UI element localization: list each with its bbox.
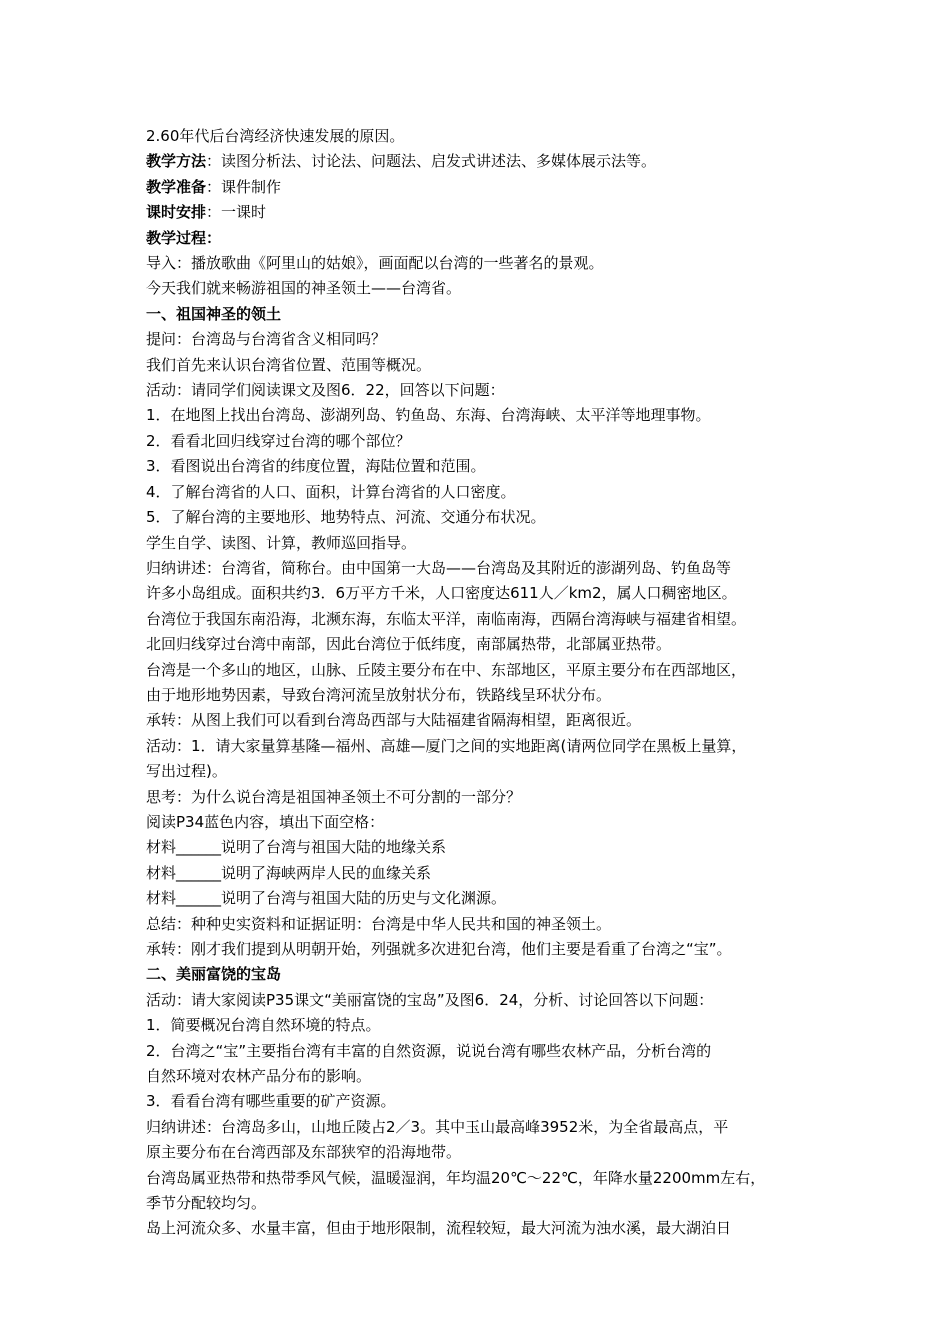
- line-label: 课时安排: [146, 203, 207, 222]
- text-line: 3．看图说出台湾省的纬度位置，海陆位置和范围。: [146, 457, 486, 476]
- text-line: 4．了解台湾省的人口、面积，计算台湾省的人口密度。: [146, 482, 516, 501]
- text-line: 5．了解台湾的主要地形、地势特点、河流、交通分布状况。: [146, 508, 546, 527]
- line-text: 读图分析法、讨论法、问题法、启发式讲述法、多媒体展示法等。: [221, 152, 657, 171]
- text-line: 自然环境对农林产品分布的影响。: [146, 1067, 372, 1086]
- section-heading: 二、美丽富饶的宝岛: [146, 965, 282, 984]
- line-text: 一课时: [221, 203, 267, 222]
- text-line: 学生自学、读图、计算，教师巡回指导。: [146, 533, 417, 552]
- text-line: 原主要分布在台湾西部及东部狭窄的沿海地带。: [146, 1143, 462, 1162]
- text-line: 1．简要概况台湾自然环境的特点。: [146, 1016, 381, 1035]
- line-label: 教学准备: [146, 177, 207, 196]
- text-line: 承转：从图上我们可以看到台湾岛西部与大陆福建省隔海相望，距离很近。: [146, 711, 642, 730]
- text-line: 今天我们就来畅游祖国的神圣领土——台湾省。: [146, 279, 462, 298]
- text-line: 台湾岛属亚热带和热带季风气候，温暖湿润，年均温20℃～22℃，年降水量2200mm左右，: [146, 1168, 766, 1187]
- labeled-line: [146, 200, 822, 225]
- text-line: 3．看看台湾有哪些重要的矿产资源。: [146, 1092, 396, 1111]
- text-line: 1．在地图上找出台湾岛、澎湖列岛、钓鱼岛、东海、台湾海峡、太平洋等地理事物。: [146, 406, 711, 425]
- text-line: 2．看看北回归线穿过台湾的哪个部位？: [146, 431, 411, 450]
- text-line: 季节分配较均匀。: [146, 1194, 267, 1213]
- text-line: 导入：播放歌曲《阿里山的姑娘》，画面配以台湾的一些著名的景观。: [146, 254, 604, 273]
- text-line: 思考：为什么说台湾是祖国神圣领土不可分割的一部分？: [146, 787, 522, 806]
- text-line: 承转：刚才我们提到从明朝开始，列强就多次进犯台湾，他们主要是看重了台湾之“宝”。: [146, 940, 732, 958]
- text-line: 2．台湾之“宝”主要指台湾有丰富的自然资源，说说台湾有哪些农林产品，分析台湾的: [146, 1041, 712, 1060]
- text-line: 许多小岛组成。面积共约3．6万平方千米，人口密度达611人／km2，属人口稠密地区。: [146, 584, 737, 603]
- text-line: 材料______说明了海峡两岸人民的血缘关系: [146, 863, 432, 882]
- text-line: 活动：1．请大家量算基隆—福州、高雄—厦门之间的实地距离(请两位同学在黑板上量算，: [146, 736, 747, 755]
- text-line: 岛上河流众多、水量丰富，但由于地形限制，流程较短，最大河流为浊水溪，最大湖泊日: [146, 1219, 732, 1238]
- line-text: 课件制作: [221, 177, 282, 196]
- text-line: 归纳讲述：台湾岛多山，山地丘陵占2／3。其中玉山最高峰3952米，为全省最高点，平: [146, 1117, 729, 1136]
- text-line: 由于地形地势因素，导致台湾河流呈放射状分布，铁路线呈环状分布。: [146, 685, 612, 704]
- section-heading: 一、祖国神圣的领土: [146, 304, 282, 323]
- text-line: 我们首先来认识台湾省位置、范围等概况。: [146, 355, 432, 374]
- text-line: 写出过程)。: [146, 762, 227, 781]
- labeled-line: [146, 175, 822, 200]
- text-line: 材料______说明了台湾与祖国大陆的地缘关系: [146, 838, 447, 857]
- text-line: 台湾位于我国东南沿海，北濒东海，东临太平洋，南临南海，西隔台湾海峡与福建省相望。: [146, 609, 747, 628]
- line-separator: ：: [206, 152, 222, 171]
- line-separator: ：: [206, 203, 222, 222]
- text-line: 北回归线穿过台湾中南部，因此台湾位于低纬度，南部属热带，北部属亚热带。: [146, 635, 672, 654]
- text-line: 阅读P34蓝色内容，填出下面空格：: [146, 812, 385, 831]
- text-line: 归纳讲述：台湾省，简称台。由中国第一大岛——台湾岛及其附近的澎湖列岛、钓鱼岛等: [146, 558, 732, 577]
- text-line: 活动：请大家阅读P35课文“美丽富饶的宝岛”及图6．24，分析、讨论回答以下问题：: [146, 990, 714, 1009]
- text-line: 台湾是一个多山的地区，山脉、丘陵主要分布在中、东部地区，平原主要分布在西部地区，: [146, 660, 747, 679]
- section-heading: 教学过程：: [146, 228, 222, 247]
- text-line: 2.60年代后台湾经济快速发展的原因。: [146, 127, 405, 145]
- lesson-plan-body: [146, 124, 822, 1242]
- text-line: 总结：种种史实资料和证据证明：台湾是中华人民共和国的神圣领土。: [146, 914, 612, 933]
- line-label: 教学方法: [146, 152, 207, 171]
- text-line: 材料______说明了台湾与祖国大陆的历史与文化渊源。: [146, 889, 507, 908]
- labeled-line: [146, 149, 822, 174]
- text-line: 提问：台湾岛与台湾省含义相同吗？: [146, 330, 387, 349]
- text-line: 活动：请同学们阅读课文及图6．22，回答以下问题：: [146, 381, 505, 400]
- line-separator: ：: [206, 177, 222, 196]
